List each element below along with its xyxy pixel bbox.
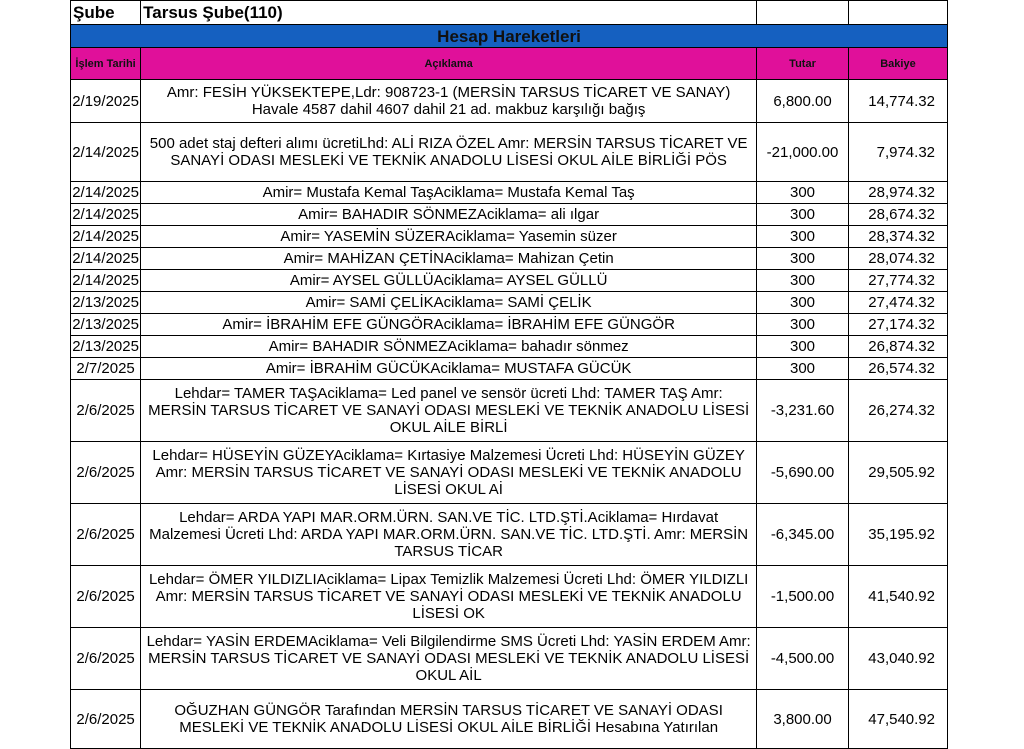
row-description: Amr: FESİH YÜKSEKTEPE,Ldr: 908723-1 (MERSİN TARSUS TİCARET VE SANAY) Havale 4587 dahil 4607 dahil 21 ad. makbuz karşılığı bağış — [141, 80, 757, 123]
row-date: 2/14/2025 — [71, 182, 141, 204]
row-date: 2/6/2025 — [71, 566, 141, 628]
row-amount: -5,690.00 — [757, 442, 849, 504]
table-row — [71, 628, 948, 690]
table-row — [71, 358, 948, 380]
row-balance: 26,274.32 — [848, 380, 947, 442]
row-amount: 300 — [757, 182, 849, 204]
row-date: 2/13/2025 — [71, 292, 141, 314]
row-date: 2/19/2025 — [71, 80, 141, 123]
account-statement-sheet — [70, 0, 948, 749]
column-header-balance: Bakiye — [848, 48, 947, 80]
row-amount: 300 — [757, 314, 849, 336]
row-amount: -1,500.00 — [757, 566, 849, 628]
table-row — [71, 182, 948, 204]
branch-empty-cell — [848, 1, 947, 25]
row-amount: -4,500.00 — [757, 628, 849, 690]
row-balance: 47,540.92 — [848, 690, 947, 749]
row-date: 2/14/2025 — [71, 248, 141, 270]
table-row — [71, 380, 948, 442]
row-balance: 29,505.92 — [848, 442, 947, 504]
branch-empty-cell — [757, 1, 849, 25]
row-description: Lehdar= ARDA YAPI MAR.ORM.ÜRN. SAN.VE TİC. LTD.ŞTİ.Aciklama= Hırdavat Malzemesi Ücreti Lhd: ARDA YAPI MAR.ORM.ÜRN. SAN.VE TİC. LTD.ŞTİ. Amr: MERSİN TARSUS TİCAR — [141, 504, 757, 566]
row-date: 2/13/2025 — [71, 314, 141, 336]
row-date: 2/14/2025 — [71, 204, 141, 226]
row-amount: -21,000.00 — [757, 123, 849, 182]
row-description: Amir= İBRAHİM EFE GÜNGÖRAciklama= İBRAHİM EFE GÜNGÖR — [141, 314, 757, 336]
table-row — [71, 336, 948, 358]
row-amount: 300 — [757, 292, 849, 314]
row-balance: 27,774.32 — [848, 270, 947, 292]
table-row — [71, 80, 948, 123]
row-date: 2/6/2025 — [71, 628, 141, 690]
row-description: Lehdar= ÖMER YILDIZLIAciklama= Lipax Temizlik Malzemesi Ücreti Lhd: ÖMER YILDIZLI Amr: MERSİN TARSUS TİCARET VE SANAYİ ODASI MESLEKİ VE TEKNİK ANADOLU LİSESİ OK — [141, 566, 757, 628]
branch-value: Tarsus Şube(110) — [141, 1, 757, 25]
table-row — [71, 123, 948, 182]
row-balance: 35,195.92 — [848, 504, 947, 566]
row-date: 2/6/2025 — [71, 380, 141, 442]
row-description: Amir= Mustafa Kemal TaşAciklama= Mustafa Kemal Taş — [141, 182, 757, 204]
row-date: 2/14/2025 — [71, 123, 141, 182]
column-header-description: Açıklama — [141, 48, 757, 80]
branch-label: Şube — [71, 1, 141, 25]
row-amount: 300 — [757, 358, 849, 380]
row-balance: 43,040.92 — [848, 628, 947, 690]
row-amount: 6,800.00 — [757, 80, 849, 123]
row-description: Lehdar= TAMER TAŞAciklama= Led panel ve sensör ücreti Lhd: TAMER TAŞ Amr: MERSİN TARSUS TİCARET VE SANAYİ ODASI MESLEKİ VE TEKNİK ANADOLU LİSESİ OKUL AİLE BİRLİ — [141, 380, 757, 442]
row-balance: 28,374.32 — [848, 226, 947, 248]
table-row — [71, 270, 948, 292]
row-date: 2/6/2025 — [71, 504, 141, 566]
row-amount: -6,345.00 — [757, 504, 849, 566]
column-header-row — [71, 48, 948, 80]
row-description: Amir= BAHADIR SÖNMEZAciklama= bahadır sönmez — [141, 336, 757, 358]
row-balance: 28,074.32 — [848, 248, 947, 270]
row-balance: 26,874.32 — [848, 336, 947, 358]
table-row — [71, 292, 948, 314]
row-description: Amir= SAMİ ÇELİKAciklama= SAMİ ÇELİK — [141, 292, 757, 314]
table-row — [71, 248, 948, 270]
row-balance: 28,974.32 — [848, 182, 947, 204]
row-balance: 41,540.92 — [848, 566, 947, 628]
table-row — [71, 442, 948, 504]
row-description: Amir= İBRAHİM GÜCÜKAciklama= MUSTAFA GÜCÜK — [141, 358, 757, 380]
branch-row — [71, 1, 948, 25]
row-balance: 27,174.32 — [848, 314, 947, 336]
row-balance: 7,974.32 — [848, 123, 947, 182]
statement-table — [70, 0, 948, 749]
table-row — [71, 226, 948, 248]
table-row — [71, 314, 948, 336]
row-amount: 300 — [757, 336, 849, 358]
table-row — [71, 566, 948, 628]
row-balance: 28,674.32 — [848, 204, 947, 226]
row-date: 2/14/2025 — [71, 226, 141, 248]
row-amount: 300 — [757, 248, 849, 270]
row-amount: 300 — [757, 226, 849, 248]
row-description: Amir= AYSEL GÜLLÜAciklama= AYSEL GÜLLÜ — [141, 270, 757, 292]
row-balance: 14,774.32 — [848, 80, 947, 123]
row-balance: 26,574.32 — [848, 358, 947, 380]
row-description: Lehdar= HÜSEYİN GÜZEYAciklama= Kırtasiye Malzemesi Ücreti Lhd: HÜSEYİN GÜZEY Amr: MERSİN TARSUS TİCARET VE SANAYİ ODASI MESLEKİ VE TEKNİK ANADOLU LİSESİ OKUL Aİ — [141, 442, 757, 504]
row-date: 2/14/2025 — [71, 270, 141, 292]
row-amount: 300 — [757, 204, 849, 226]
row-description: Lehdar= YASİN ERDEMAciklama= Veli Bilgilendirme SMS Ücreti Lhd: YASİN ERDEM Amr: MERSİN TARSUS TİCARET VE SANAYİ ODASI MESLEKİ VE TEKNİK ANADOLU LİSESİ OKUL AİL — [141, 628, 757, 690]
row-balance: 27,474.32 — [848, 292, 947, 314]
row-description: Amir= MAHİZAN ÇETİNAciklama= Mahizan Çetin — [141, 248, 757, 270]
row-date: 2/7/2025 — [71, 358, 141, 380]
table-row — [71, 690, 948, 749]
row-description: OĞUZHAN GÜNGÖR Tarafından MERSİN TARSUS TİCARET VE SANAYİ ODASI MESLEKİ VE TEKNİK ANADOLU LİSESİ OKUL AİLE BİRLİĞİ Hesabına Yatırılan — [141, 690, 757, 749]
row-date: 2/6/2025 — [71, 690, 141, 749]
column-header-amount: Tutar — [757, 48, 849, 80]
row-description: 500 adet staj defteri alımı ücretiLhd: ALİ RIZA ÖZEL Amr: MERSİN TARSUS TİCARET VE SANAYİ ODASI MESLEKİ VE TEKNİK ANADOLU LİSESİ OKUL AİLE BİRLİĞİ PÖS — [141, 123, 757, 182]
section-title-row — [71, 25, 948, 48]
row-amount: -3,231.60 — [757, 380, 849, 442]
table-row — [71, 504, 948, 566]
row-date: 2/6/2025 — [71, 442, 141, 504]
row-description: Amir= BAHADIR SÖNMEZAciklama= ali ılgar — [141, 204, 757, 226]
row-amount: 3,800.00 — [757, 690, 849, 749]
row-date: 2/13/2025 — [71, 336, 141, 358]
column-header-date: İşlem Tarihi — [71, 48, 141, 80]
section-title: Hesap Hareketleri — [71, 25, 948, 48]
row-description: Amir= YASEMİN SÜZERAciklama= Yasemin süzer — [141, 226, 757, 248]
table-row — [71, 204, 948, 226]
row-amount: 300 — [757, 270, 849, 292]
